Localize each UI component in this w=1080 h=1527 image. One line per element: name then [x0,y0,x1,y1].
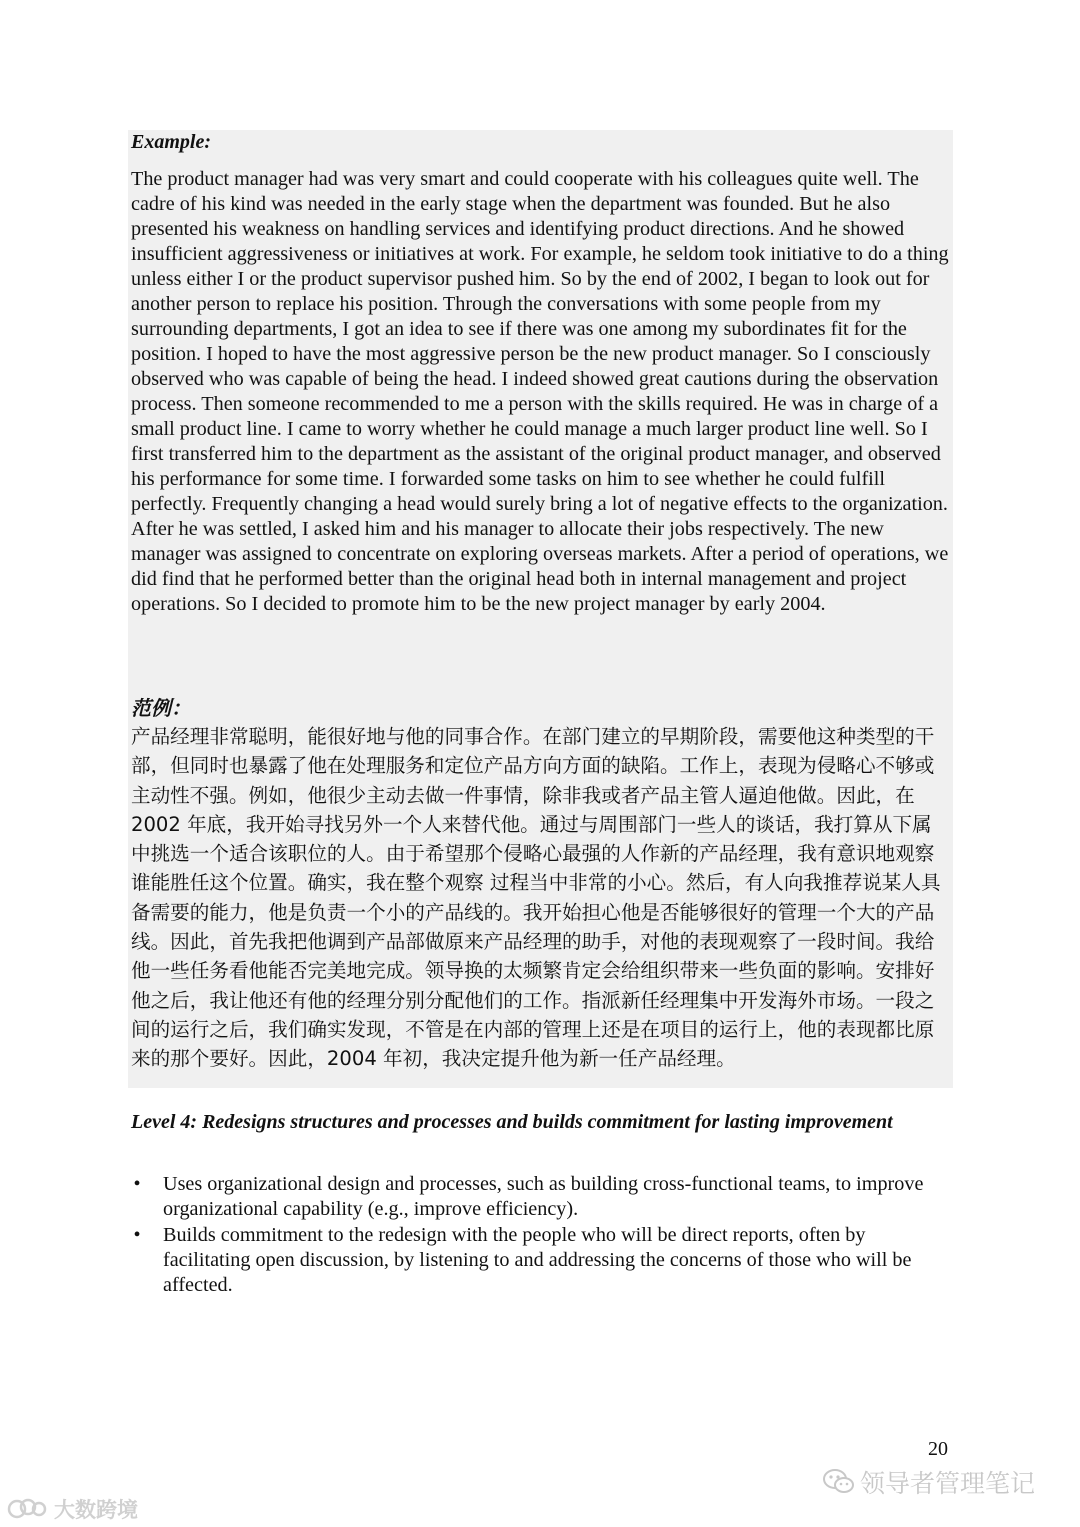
watermark-right [822,1462,1035,1502]
watermark-left [6,1495,138,1523]
bullet-icon: • [133,1173,141,1195]
page-number: 20 [928,1438,948,1460]
wechat-icon [822,1467,856,1497]
bullet-icon: • [133,1224,141,1246]
cloud-logo-icon [6,1497,50,1521]
example-body: The product manager had was very smart and could cooperate with his colleagues quite well. The cadre of his kind was needed in the early stage when the department was founded. But he also presented his weakness on handling services and identifying product directions. And he showed insufficient aggressiveness or initiatives at work. For example, he seldom took initiative to do a thing unless either I or the product supervisor pushed him. So by the end of 2002, I began to look out for another person to replace his position. Through the conversations with some people from my surrounding departments, I got an idea to see if there was one among my subordinates fit for the position. I hoped to have the most aggressive person be the new product manager. So I consciously observed who was capable of being the head. I indeed showed great cautions during the observation process. Then someone recommended to me a person with the skills required. He was in charge of a small product line. I came to worry whether he could manage a much larger product line well. So I first transferred him to the department as the assistant of the original product manager, and observed his performance for some time. I forwarded some tasks on him to see whether he could fulfill perfectly. Frequently changing a head would surely bring a lot of negative effects to the organization. After he was settled, I asked him and his manager to allocate their jobs respectively. The new manager was assigned to concentrate on exploring overseas markets. After a period of operations, we did find that he performed better than the original head both in internal management and project operations. So I decided to promote him to be the new project manager by early 2004. [131,168,949,615]
example-heading: Example: [131,131,211,153]
list-item [131,1223,951,1298]
bullet-text: Uses organizational design and processes, such as building cross-functional teams, to improve organizational capability (e.g., improve efficiency). [163,1173,924,1220]
watermark-left-text: 大数跨境 [54,1498,138,1522]
example-cn-body: 产品经理非常聪明，能很好地与他的同事合作。在部门建立的早期阶段，需要他这种类型的干部，但同时也暴露了他在处理服务和定位产品方向方面的缺陷。工作上，表现为侵略心不够或主动性不强。例如，他很少主动去做一件事情，除非我或者产品主管人逼迫他做。因此，在 2002 年底，我开始寻找另外一个人来替代他。通过与周围部门一些人的谈话，我打算从下属中挑选一个适合该职位的人。由于希望那个侵略心最强的人作新的产品经理，我有意识地观察谁能胜任这个位置。确实，我在整个观察 过程当中非常的小心。然后，有人向我推荐说某人具备需要的能力，他是负责一个小的产品线的。我开始担心他是否能够很好的管理一个大的产品线。因此，首先我把他调到产品部做原来产品经理的助手，对他的表现观察了一段时间。我给他一些任务看他能否完美地完成。领导换的太频繁肯定会给组织带来一些负面的影响。安排好他之后，我让他还有他的经理分别分配他们的工作。指派新任经理集中开发海外市场。一段之间的运行之后，我们确实发现，不管是在内部的管理上还是在项目的运行上，他的表现都比原来的那个要好。因此，2004 年初，我决定提升他为新一任产品经理。 [131,725,941,1071]
level4-heading: Level 4: Redesigns structures and processes and builds commitment for lasting improvement [131,1111,893,1133]
bullet-text: Builds commitment to the redesign with the people who will be direct reports, often by facilitating open discussion, by listening to and addressing the concerns of those who will be affected. [163,1224,912,1296]
level4-bullet-list [131,1172,951,1299]
example-cn-heading: 范例： [131,696,191,720]
watermark-right-text: 领导者管理笔记 [860,1469,1036,1498]
list-item [131,1172,951,1222]
